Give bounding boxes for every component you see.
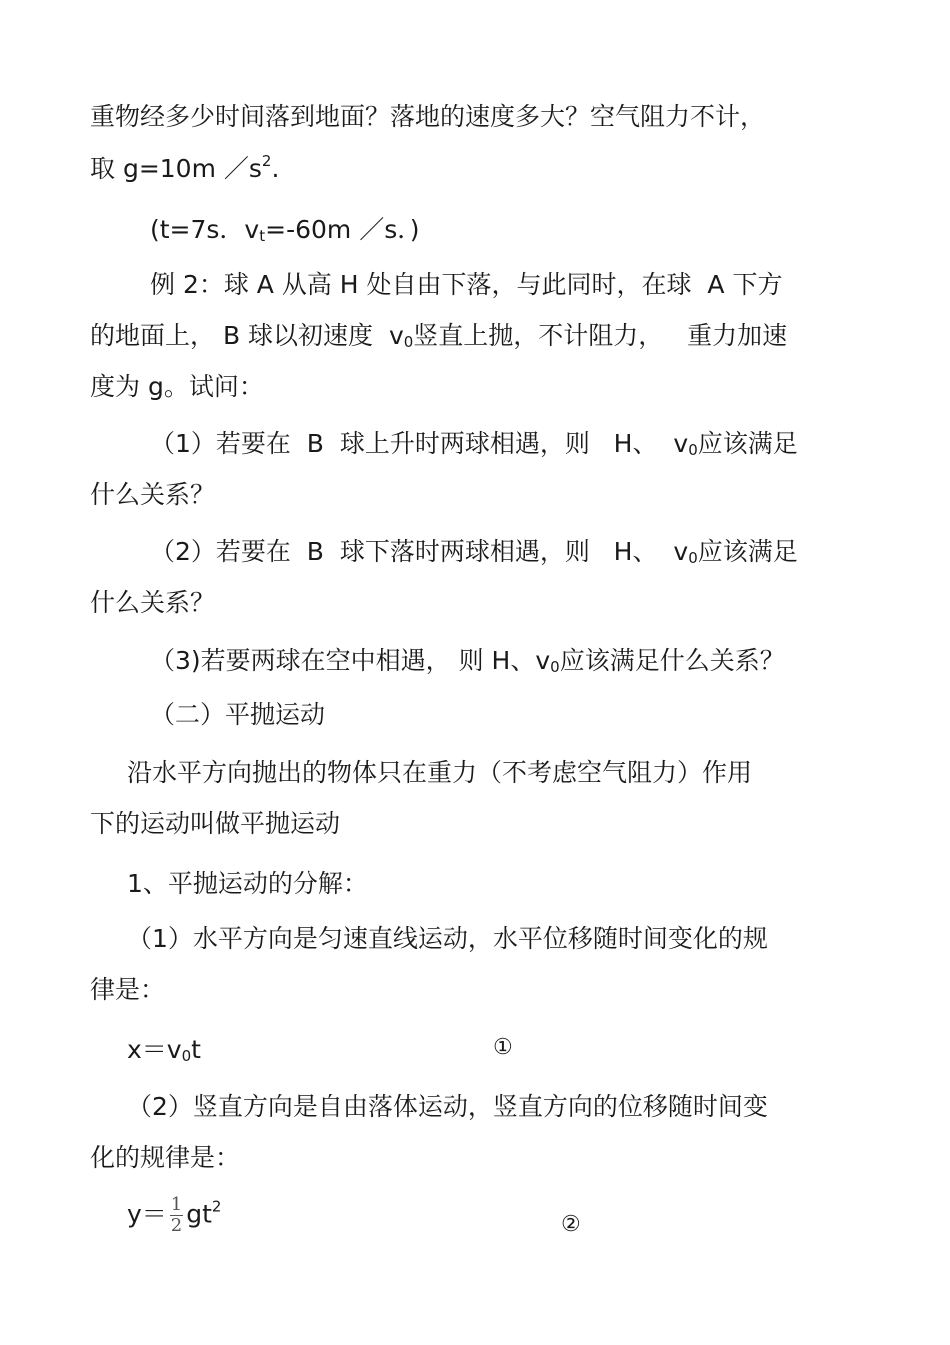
text-span: （3)若要两球在空中相遇， 则 H、v bbox=[150, 646, 551, 675]
equation-2 bbox=[127, 1195, 221, 1236]
text-line: （2）竖直方向是自由落体运动，竖直方向的位移随时间变 bbox=[127, 1092, 768, 1121]
text-span: x＝v bbox=[127, 1035, 182, 1064]
question-line bbox=[150, 429, 798, 459]
subscript: 0 bbox=[181, 1047, 192, 1065]
subscript: 0 bbox=[688, 441, 698, 459]
text-line bbox=[90, 152, 280, 183]
text-line: （1）水平方向是匀速直线运动，水平位移随时间变化的规 bbox=[127, 924, 768, 953]
subscript: 0 bbox=[688, 549, 698, 567]
text-span: t bbox=[191, 1035, 201, 1064]
text-span: （2）若要在 B 球下落时两球相遇，则 H、 v bbox=[150, 537, 689, 566]
text-span: =-60m ／s．) bbox=[265, 215, 420, 244]
equation-1 bbox=[127, 1035, 201, 1065]
question-line bbox=[150, 646, 785, 676]
text-span: 的地面上， B 球以初速度 v bbox=[90, 321, 404, 350]
text-line: 什么关系？ bbox=[90, 588, 216, 617]
subscript: t bbox=[259, 227, 266, 245]
text-line: 律是： bbox=[90, 975, 166, 1004]
text-span: gt bbox=[186, 1199, 212, 1229]
text-line: 度为 g。试问： bbox=[90, 372, 264, 401]
text-span: 取 g=10m ／s bbox=[90, 154, 262, 183]
equation-number-2: ② bbox=[561, 1212, 581, 1237]
fraction-numerator: 1 bbox=[170, 1194, 183, 1215]
text-span: 竖直上抛，不计阻力， 重力加速 bbox=[413, 321, 788, 350]
text-line: 重物经多少时间落到地面？落地的速度多大？空气阻力不计， bbox=[90, 102, 766, 131]
text-line: 沿水平方向抛出的物体只在重力（不考虑空气阻力）作用 bbox=[127, 758, 753, 787]
subscript: 0 bbox=[550, 658, 560, 676]
text-line: 什么关系？ bbox=[90, 480, 216, 509]
text-line bbox=[90, 321, 788, 351]
superscript: 2 bbox=[211, 1197, 222, 1216]
text-span: （1）若要在 B 球上升时两球相遇，则 H、 v bbox=[150, 429, 689, 458]
text-span: (t=7s．v bbox=[150, 215, 260, 244]
answer-line bbox=[150, 215, 420, 245]
fraction bbox=[170, 1195, 183, 1236]
example-heading: 例 2：球 A 从高 H 处自由下落，与此同时，在球 A 下方 bbox=[150, 270, 783, 299]
text-span: 应该满足 bbox=[697, 537, 798, 566]
text-span: y＝ bbox=[127, 1199, 167, 1229]
text-line: 下的运动叫做平抛运动 bbox=[90, 809, 341, 838]
question-line bbox=[150, 537, 798, 567]
section-heading: （二）平抛运动 bbox=[150, 700, 326, 729]
equation-number-1: ① bbox=[493, 1035, 513, 1060]
subsection-heading: 1、平抛运动的分解： bbox=[127, 869, 368, 898]
fraction-denominator: 2 bbox=[170, 1215, 183, 1236]
text-span: 应该满足 bbox=[697, 429, 798, 458]
superscript: 2 bbox=[261, 152, 272, 170]
text-span: . bbox=[271, 154, 280, 183]
subscript: 0 bbox=[403, 333, 414, 351]
text-line: 化的规律是： bbox=[90, 1143, 241, 1172]
text-span: 应该满足什么关系？ bbox=[559, 646, 785, 675]
